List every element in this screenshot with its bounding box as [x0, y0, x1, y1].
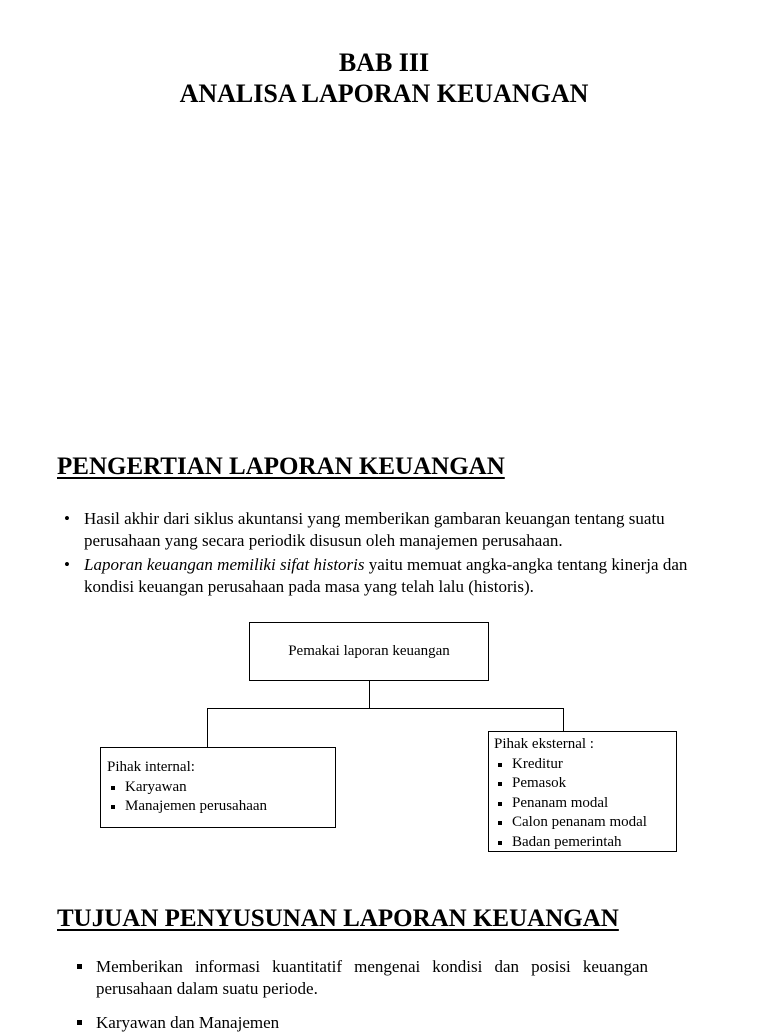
connector-vertical-left — [207, 708, 208, 748]
bullet-text: Karyawan dan Manajemen — [96, 1013, 280, 1032]
external-party-label: Pihak eksternal : — [494, 736, 594, 752]
list-item: Calon penanam modal — [494, 813, 671, 833]
connector-horizontal — [207, 708, 564, 709]
section-heading-pengertian: PENGERTIAN LAPORAN KEUANGAN — [57, 453, 505, 480]
bullet-icon: • — [64, 509, 70, 528]
bullet-text: yaitu memuat angka-angka tentang kinerja dan kondisi keuangan perusahaan pada masa yang telah lalu (historis). — [84, 555, 688, 596]
internal-party-box — [100, 747, 336, 828]
list-item: Penanam modal — [494, 794, 671, 814]
bullet-icon — [111, 805, 115, 809]
list-item — [72, 956, 648, 1000]
bullet-icon — [498, 802, 502, 806]
bullet-icon — [498, 782, 502, 786]
bullet-icon — [77, 964, 82, 969]
list-item — [72, 1012, 648, 1034]
diagram-top-box — [249, 622, 489, 681]
list-item: Badan pemerintah — [494, 833, 671, 853]
bullet-icon — [77, 1020, 82, 1025]
external-party-list — [494, 755, 671, 853]
bullet-icon — [498, 763, 502, 767]
chapter-number: BAB III — [338, 48, 430, 77]
internal-party-label: Pihak internal: — [107, 759, 195, 775]
external-party-box — [488, 731, 677, 852]
bullet-icon — [498, 841, 502, 845]
tujuan-list — [72, 956, 648, 1034]
bullet-icon — [498, 821, 502, 825]
bullet-text: Memberikan informasi kuantitatif mengenai kondisi dan posisi keuangan perusahaan dalam suatu periode. — [96, 957, 648, 998]
connector-vertical-top — [369, 681, 370, 709]
diagram-top-label: Pemakai laporan keuangan — [288, 642, 450, 659]
pengertian-list — [60, 508, 710, 598]
bullet-italic-text: Laporan keuangan memiliki sifat historis — [84, 555, 365, 574]
list-item — [60, 554, 710, 598]
section-heading-tujuan: TUJUAN PENYUSUNAN LAPORAN KEUANGAN — [57, 905, 619, 932]
list-item: Manajemen perusahaan — [107, 797, 329, 817]
list-item — [60, 508, 710, 552]
list-item: Pemasok — [494, 774, 671, 794]
bullet-text: Hasil akhir dari siklus akuntansi yang memberikan gambaran keuangan tentang suatu perusahaan yang secara periodik disusun oleh manajemen perusahaan. — [84, 509, 665, 550]
connector-vertical-right — [563, 708, 564, 732]
list-item: Kreditur — [494, 755, 671, 775]
internal-party-list — [107, 778, 329, 817]
chapter-title: ANALISA LAPORAN KEUANGAN — [179, 79, 589, 108]
list-item: Karyawan — [107, 778, 329, 798]
bullet-icon — [111, 786, 115, 790]
bullet-icon: • — [64, 555, 70, 574]
